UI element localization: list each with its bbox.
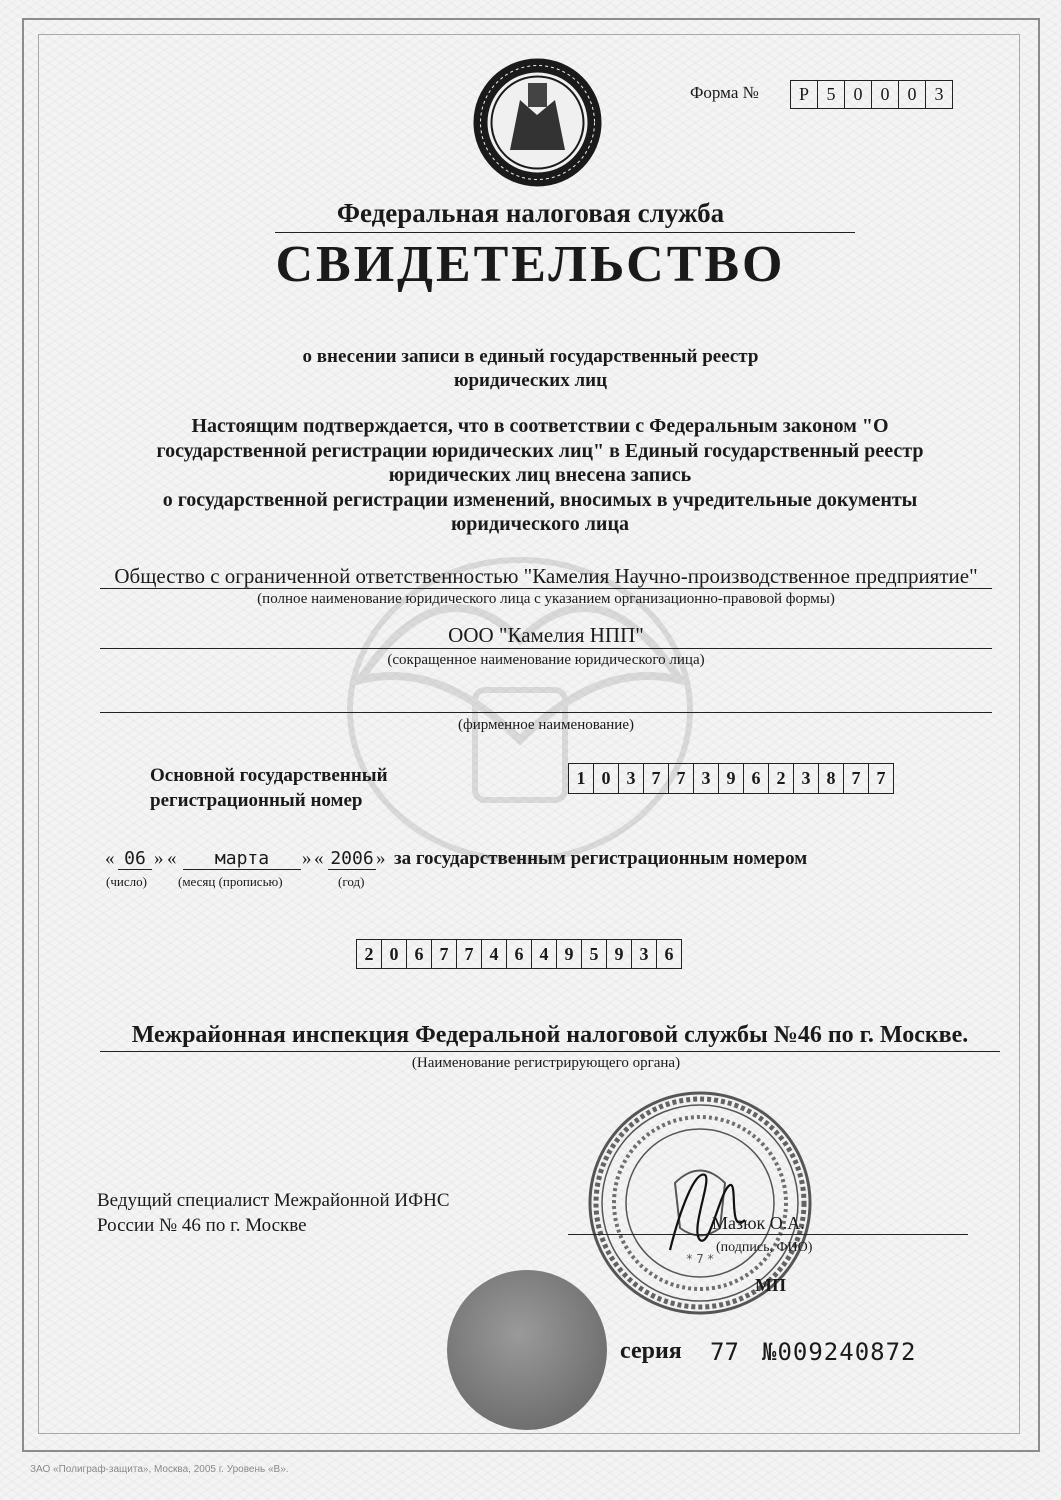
brand-name-caption: (фирменное наименование): [458, 717, 634, 733]
ogrn-digit-cell: 7: [668, 763, 693, 794]
short-name-underline: [100, 648, 992, 649]
month-caption: (месяц (прописью): [178, 874, 283, 889]
ogrn-digit-cell: 3: [793, 763, 818, 794]
grn-digit-cell: 9: [606, 939, 631, 969]
ogrn-label-line-2: регистрационный номер: [150, 790, 363, 811]
authority-caption: (Наименование регистрирующего органа): [411, 1055, 681, 1071]
grn-digit-cell: 6: [506, 939, 531, 969]
signer-name: Мазюк О.А.: [712, 1213, 805, 1233]
year-open-quote: «: [314, 848, 324, 869]
series-label: серия: [620, 1338, 682, 1364]
registration-day: 06: [118, 848, 152, 870]
authority-underline: [100, 1051, 1000, 1052]
svg-text:* 7 *: * 7 *: [686, 1252, 714, 1266]
entity-short-name: ООО "Камелия НПП": [448, 623, 644, 647]
ogrn-digit-cell: 3: [693, 763, 718, 794]
ogrn-digit-cell: 8: [818, 763, 843, 794]
grn-digit-cells: [356, 939, 682, 969]
signature-line: [568, 1234, 968, 1235]
ogrn-digit-cell: 3: [618, 763, 643, 794]
month-close-quote: »: [302, 848, 312, 869]
agency-underline: [275, 232, 855, 233]
grn-digit-cell: 9: [556, 939, 581, 969]
ogrn-digit-cell: 7: [868, 763, 894, 794]
month-open-quote: «: [167, 848, 177, 869]
registration-month: марта: [183, 848, 301, 870]
year-close-quote: »: [376, 848, 386, 869]
ogrn-digit-cells: [568, 763, 894, 794]
form-code-cell: 5: [817, 80, 844, 109]
agency-name: Федеральная налоговая служба: [336, 198, 725, 228]
ogrn-digit-cell: 1: [568, 763, 593, 794]
body-line-5: юридического лица: [451, 513, 629, 535]
entity-full-name: Общество с ограниченной ответственностью "Камелия Научно-производственное предприятие": [114, 564, 978, 588]
body-line-1: Настоящим подтверждается, что в соответствии с Федеральным законом "О: [191, 415, 889, 437]
signer-position-line-1: Ведущий специалист Межрайонной ИФНС: [97, 1190, 450, 1211]
printer-footer: ЗАО «Полиграф-защита», Москва, 2005 г. Уровень «В».: [30, 1464, 289, 1475]
short-name-caption: (сокращенное наименование юридического лица): [387, 652, 705, 668]
grn-digit-cell: 6: [656, 939, 682, 969]
subtitle-line-2: юридических лиц: [453, 370, 608, 391]
grn-digit-cell: 4: [481, 939, 506, 969]
brand-name-underline: [100, 712, 992, 713]
year-caption: (год): [338, 874, 365, 889]
form-code-cell: 0: [898, 80, 925, 109]
date-suffix-text: за государственным регистрационным номером: [394, 848, 808, 869]
form-code-cell: 3: [925, 80, 953, 109]
day-open-quote: «: [105, 848, 115, 869]
form-code-cell: Р: [790, 80, 817, 109]
ogrn-digit-cell: 7: [643, 763, 668, 794]
form-code-cell: 0: [871, 80, 898, 109]
ogrn-digit-cell: 0: [593, 763, 618, 794]
ogrn-digit-cell: 2: [768, 763, 793, 794]
grn-digit-cell: 4: [531, 939, 556, 969]
registering-authority-name: Межрайонная инспекция Федеральной налоговой службы №46 по г. Москве.: [131, 1022, 969, 1048]
hologram-sticker-icon: [447, 1270, 607, 1430]
grn-digit-cell: 7: [456, 939, 481, 969]
form-code-cells: [790, 80, 953, 109]
grn-digit-cell: 7: [431, 939, 456, 969]
full-name-underline: [100, 588, 992, 589]
registration-year: 2006: [328, 848, 376, 870]
ogrn-digit-cell: 7: [843, 763, 868, 794]
subtitle-line-1: о внесении записи в единый государственный реестр: [302, 346, 759, 367]
document-title: СВИДЕТЕЛЬСТВО: [275, 236, 786, 293]
grn-digit-cell: 5: [581, 939, 606, 969]
day-close-quote: »: [154, 848, 164, 869]
ogrn-digit-cell: 6: [743, 763, 768, 794]
grn-digit-cell: 0: [381, 939, 406, 969]
body-line-2: государственной регистрации юридических лиц" в Единый государственный реестр: [156, 439, 924, 462]
stamp-place-mark: МП: [755, 1275, 786, 1295]
form-code-cell: 0: [844, 80, 871, 109]
ogrn-label: [150, 763, 388, 813]
certificate-serial-number: №009240872: [762, 1338, 917, 1366]
ogrn-digit-cell: 9: [718, 763, 743, 794]
day-caption: (число): [106, 874, 147, 889]
grn-digit-cell: 2: [356, 939, 381, 969]
body-line-3: юридических лиц внесена запись: [388, 464, 692, 486]
body-paragraph: [110, 414, 970, 537]
signer-position: [97, 1188, 450, 1238]
form-number-label: Форма №: [690, 83, 759, 102]
signature-caption: (подпись, ФИО): [716, 1240, 813, 1255]
series-value: 77: [710, 1338, 739, 1366]
full-name-caption: (полное наименование юридического лица с указанием организационно-правовой формы): [257, 591, 835, 607]
ogrn-label-line-1: Основной государственный: [150, 765, 388, 786]
fns-emblem-icon: [470, 55, 605, 190]
grn-digit-cell: 3: [631, 939, 656, 969]
signer-position-line-2: России № 46 по г. Москве: [97, 1215, 307, 1236]
body-line-4: о государственной регистрации изменений, вносимых в учредительные документы: [162, 488, 918, 511]
grn-digit-cell: 6: [406, 939, 431, 969]
